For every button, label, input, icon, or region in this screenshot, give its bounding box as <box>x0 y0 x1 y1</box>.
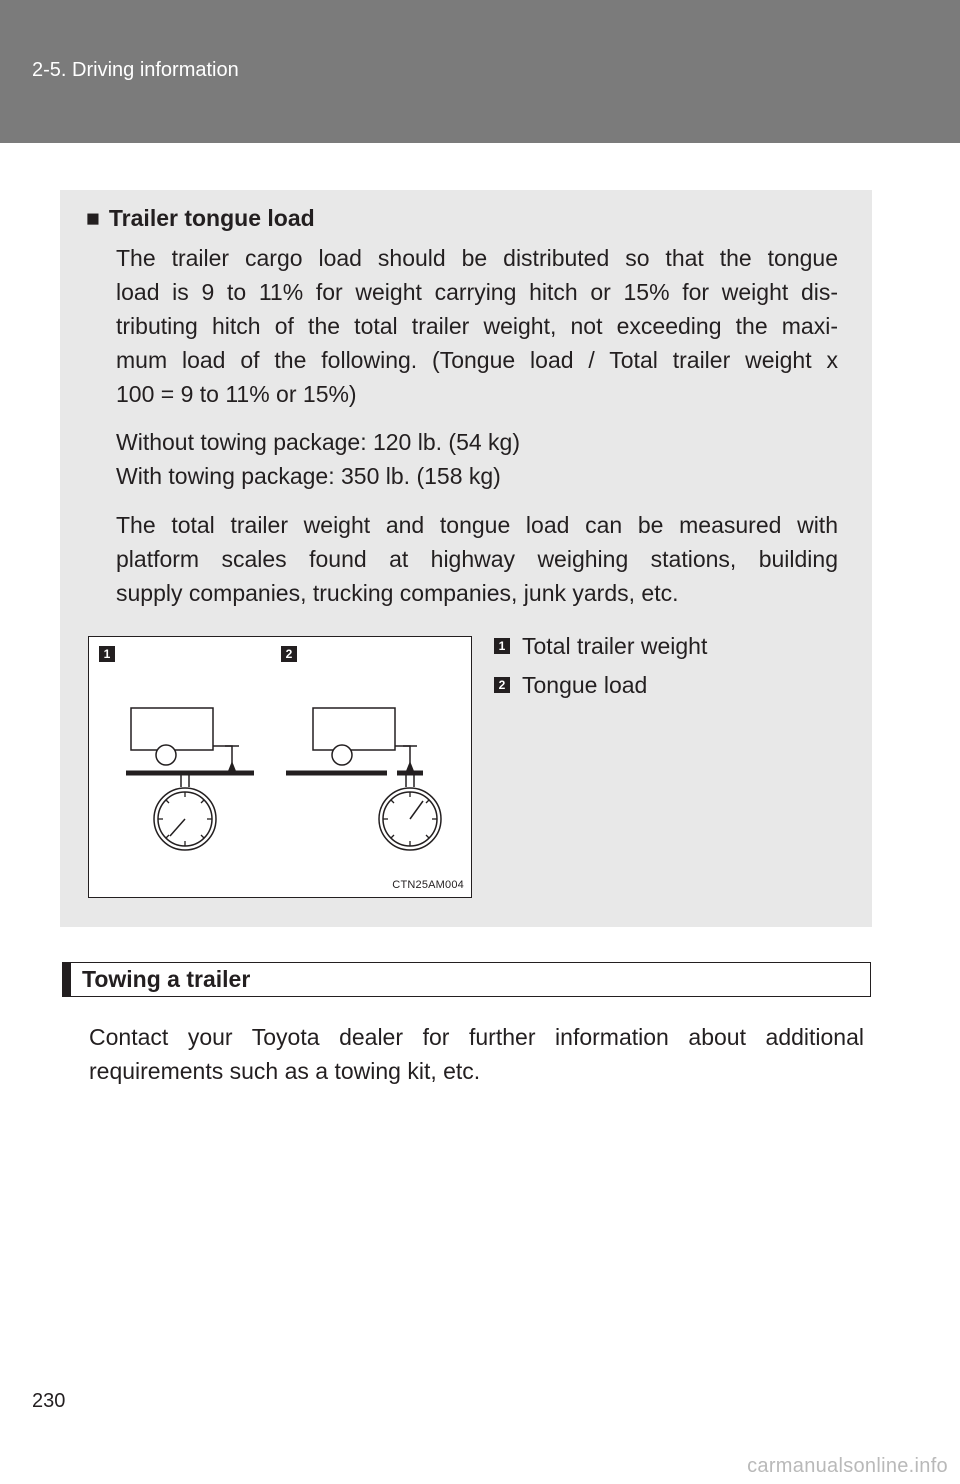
figure-code: CTN25AM004 <box>392 879 464 891</box>
text-line: The total trailer weight and tongue load can be measured with <box>116 512 838 538</box>
text-line: tributing hitch of the total trailer weight, not exceeding the maxi- <box>116 313 838 339</box>
towing-paragraph <box>89 1020 864 1088</box>
page-number: 230 <box>32 1390 66 1412</box>
legend-item-tongue-load <box>494 670 647 700</box>
section-heading-bar <box>62 962 871 997</box>
text-line: requirements such as a towing kit, etc. <box>89 1058 481 1084</box>
text-line: 100 = 9 to 11% or 15%) <box>116 381 357 407</box>
box-heading-text: Trailer tongue load <box>108 205 315 231</box>
box-heading <box>86 205 315 232</box>
section-breadcrumb: 2-5. Driving information <box>32 59 239 81</box>
figure-badge-2: 2 <box>281 646 297 662</box>
scale-diagram-icon <box>89 637 473 899</box>
legend-badge-1: 1 <box>494 638 510 654</box>
legend-label: Tongue load <box>522 672 648 698</box>
text-line: mum load of the following. (Tongue load / Total trailer weight x <box>116 347 838 373</box>
tongue-load-paragraph <box>116 241 838 411</box>
figure-badge-1: 1 <box>99 646 115 662</box>
trailer-scale-illustration <box>88 636 472 898</box>
header-bar <box>0 0 960 143</box>
with-towing-package: With towing package: 350 lb. (158 kg) <box>116 463 501 489</box>
watermark: carmanualsonline.info <box>747 1455 948 1477</box>
legend-label: Total trailer weight <box>522 633 708 659</box>
legend-badge-2: 2 <box>494 677 510 693</box>
text-line: Contact your Toyota dealer for further information about additional <box>89 1024 864 1050</box>
package-limits <box>116 425 838 493</box>
without-towing-package: Without towing package: 120 lb. (54 kg) <box>116 429 521 455</box>
section-title: Towing a trailer <box>82 966 251 992</box>
text-line: supply companies, trucking companies, junk yards, etc. <box>116 580 679 606</box>
text-line: platform scales found at highway weighing stations, building <box>116 546 838 572</box>
scales-paragraph <box>116 508 838 610</box>
text-line: The trailer cargo load should be distributed so that the tongue <box>116 245 838 271</box>
legend-item-total-trailer-weight <box>494 631 707 661</box>
text-line: load is 9 to 11% for weight carrying hitch or 15% for weight dis- <box>116 279 838 305</box>
square-bullet-icon: ■ <box>86 205 100 231</box>
